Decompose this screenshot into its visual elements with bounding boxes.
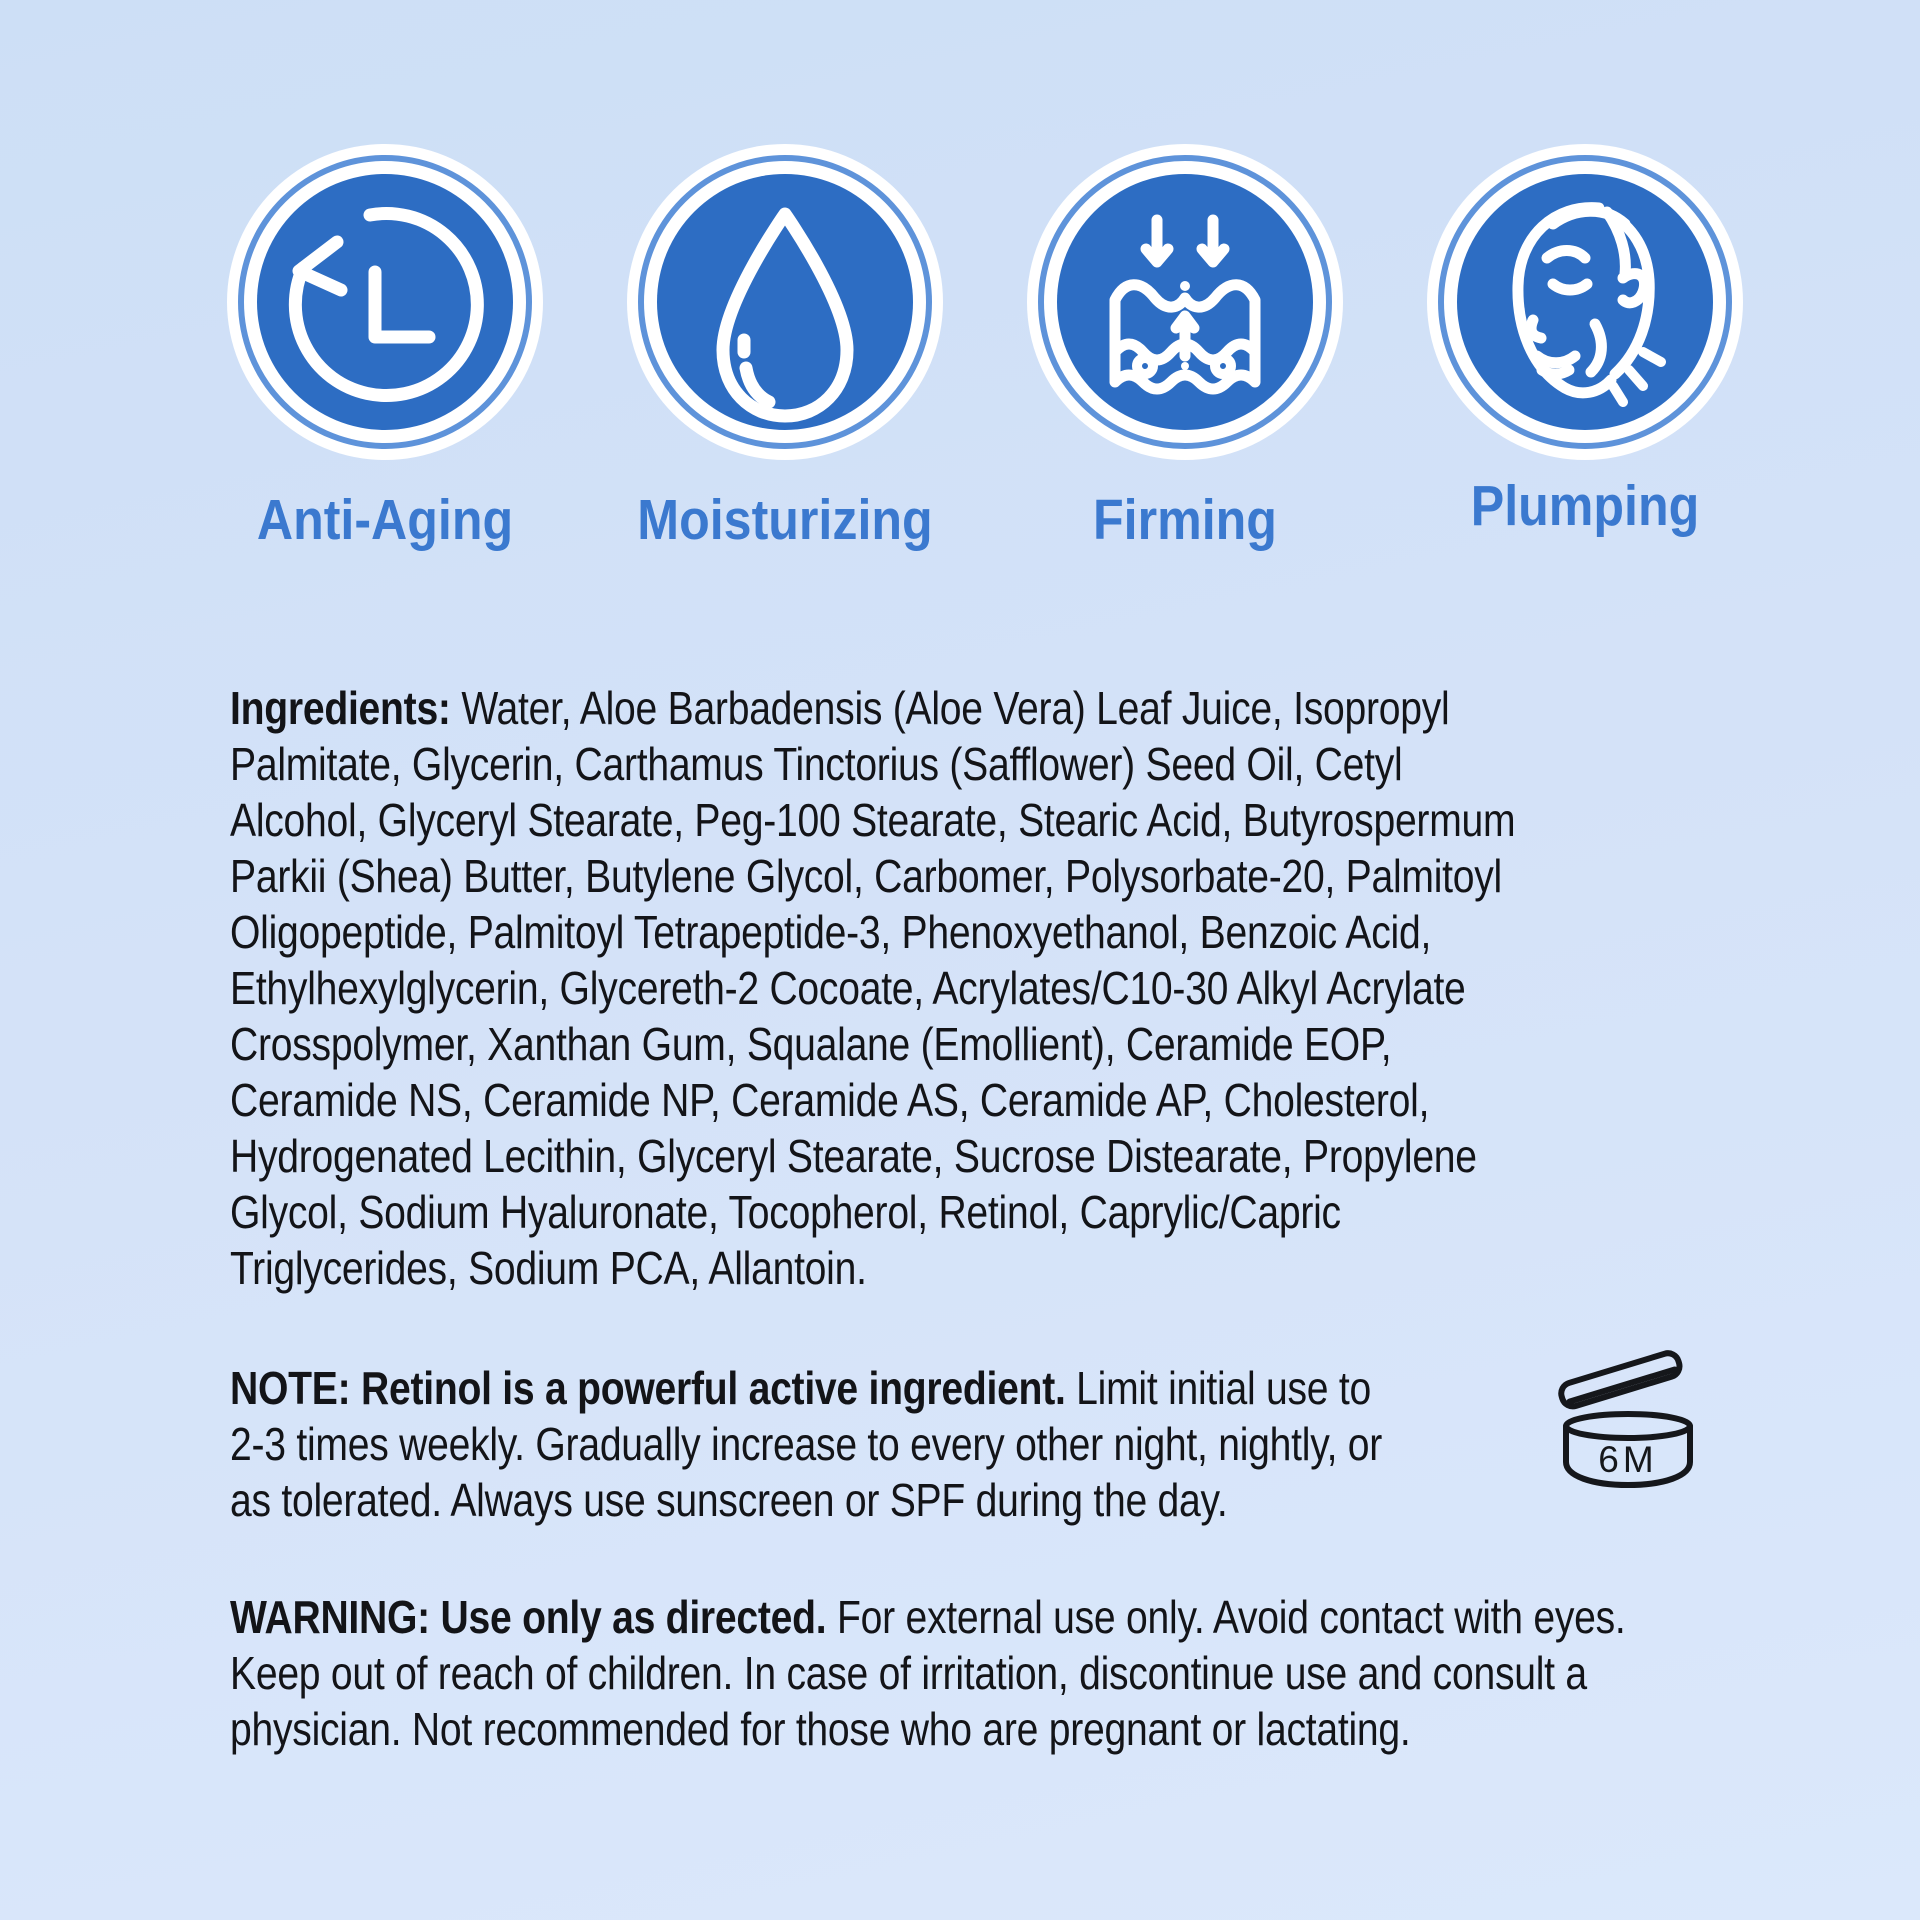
period-after-opening-icon	[1548, 1350, 1704, 1502]
warning-line: WARNING: Use only as directed. For external use only. Avoid contact with eyes.	[230, 1591, 1626, 1643]
badge-disc	[1457, 174, 1713, 430]
ingredients-line: Oligopeptide, Palmitoyl Tetrapeptide-3, Phenoxyethanol, Benzoic Acid,	[230, 906, 1432, 958]
skin-layers-icon	[1057, 174, 1313, 430]
ingredients-paragraph	[230, 680, 1515, 1296]
face-profile-icon	[1457, 174, 1713, 430]
note-line: 2-3 times weekly. Gradually increase to every other night, nightly, or	[230, 1418, 1383, 1470]
benefit-label-firming: Firming	[1093, 488, 1277, 552]
water-drop-icon	[657, 174, 913, 430]
note-paragraph	[230, 1360, 1382, 1528]
ingredients-line: Ethylhexylglycerin, Glycereth-2 Cocoate, Acrylates/C10-30 Alkyl Acrylate	[230, 962, 1466, 1014]
ingredients-line: Hydrogenated Lecithin, Glyceryl Stearate, Sucrose Distearate, Propylene	[230, 1130, 1477, 1182]
pao-duration-label: 6M	[1598, 1439, 1658, 1480]
badge-disc	[257, 174, 513, 430]
warning-paragraph	[230, 1589, 1626, 1757]
benefit-label-anti-aging: Anti-Aging	[256, 488, 514, 552]
ingredients-line: Triglycerides, Sodium PCA, Allantoin.	[230, 1242, 867, 1294]
note-line: NOTE: Retinol is a powerful active ingredient. Limit initial use to	[230, 1362, 1371, 1414]
ingredients-line: Crosspolymer, Xanthan Gum, Squalane (Emollient), Ceramide EOP,	[230, 1018, 1392, 1070]
ingredients-line: Glycol, Sodium Hyaluronate, Tocopherol, Retinol, Caprylic/Capric	[230, 1186, 1341, 1238]
firming-badge	[1027, 144, 1343, 460]
ingredients-line: Alcohol, Glyceryl Stearate, Peg-100 Stearate, Stearic Acid, Butyrospermum	[230, 794, 1516, 846]
warning-line: Keep out of reach of children. In case of irritation, discontinue use and consult a	[230, 1647, 1587, 1699]
badge-disc	[657, 174, 913, 430]
moisturizing-badge	[627, 144, 943, 460]
anti-aging-badge	[227, 144, 543, 460]
ingredients-line: Ingredients: Water, Aloe Barbadensis (Aloe Vera) Leaf Juice, Isopropyl	[230, 682, 1450, 734]
badge-disc	[1057, 174, 1313, 430]
plumping-badge	[1427, 144, 1743, 460]
note-line: as tolerated. Always use sunscreen or SPF during the day.	[230, 1474, 1228, 1526]
ingredients-lead: Ingredients:	[230, 682, 451, 734]
ingredients-line: Ceramide NS, Ceramide NP, Ceramide AS, Ceramide AP, Cholesterol,	[230, 1074, 1430, 1126]
warning-lead: WARNING: Use only as directed.	[230, 1591, 827, 1643]
ingredients-line: Palmitate, Glycerin, Carthamus Tinctorius (Safflower) Seed Oil, Cetyl	[230, 738, 1403, 790]
benefit-label-moisturizing: Moisturizing	[637, 488, 933, 552]
warning-line: physician. Not recommended for those who are pregnant or lactating.	[230, 1703, 1411, 1755]
benefit-label-plumping: Plumping	[1470, 474, 1700, 538]
clock-rewind-icon	[257, 174, 513, 430]
open-jar-icon	[1548, 1350, 1704, 1502]
note-lead: NOTE: Retinol is a powerful active ingredient.	[230, 1362, 1066, 1414]
ingredients-line: Parkii (Shea) Butter, Butylene Glycol, Carbomer, Polysorbate-20, Palmitoyl	[230, 850, 1502, 902]
